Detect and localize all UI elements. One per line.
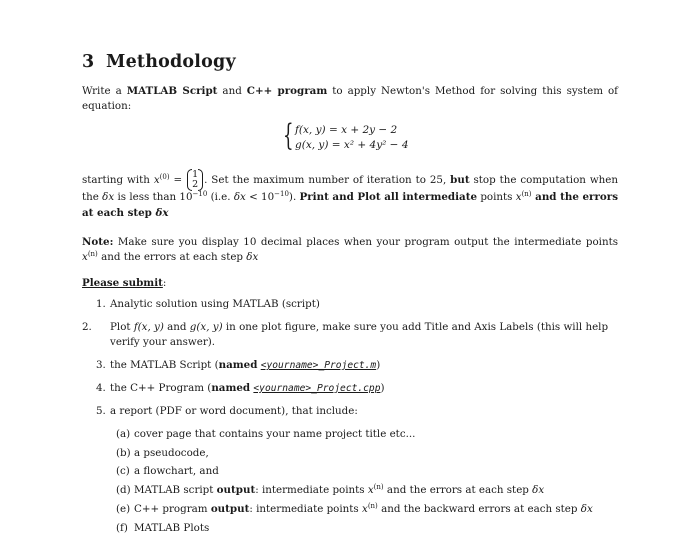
equation-system xyxy=(283,118,409,153)
list-item: 5. a report (PDF or word document), that include: xyxy=(96,405,358,417)
left-brace: { xyxy=(283,118,294,153)
list-item: 2. Plot f(x, y) and g(x, y) in one plot figure, make sure you add Title and Axis Labels (this will help verify your answer). xyxy=(82,321,609,348)
list-item: 3. the MATLAB Script (named <yourname>_Project.m) xyxy=(96,359,381,371)
intro-paragraph: Write a MATLAB Script and C++ program to apply Newton's Method for solving this system of equation: xyxy=(82,85,618,112)
cpp-filename: <yourname>_Project.cpp xyxy=(253,383,381,394)
equation-f: f(x, y) = x + 2y − 2 xyxy=(295,124,398,136)
sub-list-item: (b) a pseudocode, xyxy=(116,447,209,459)
submit-heading: Please submit: xyxy=(82,277,167,289)
list-item: 1. Analytic solution using MATLAB (script) xyxy=(96,298,320,310)
section-heading xyxy=(82,52,236,72)
sub-list-item: (f) MATLAB Plots xyxy=(116,522,210,534)
equation-g: g(x, y) = x² + 4y² − 4 xyxy=(295,139,409,151)
section-title: Methodology xyxy=(106,52,236,72)
section-number: 3 xyxy=(82,52,95,72)
cpp-program-emphasis: C++ program xyxy=(246,85,328,97)
starting-paragraph: starting with $x^{(0)}$ = 1 2 . Set the maximum number of iteration to 25, but stop the computation when the δx is less than $10^{-10}$ (i.e. $\delta x < 10^{-10}$). Print and Plot all intermediate points $x^{(n)}$ and the errors at each step δx xyxy=(82,169,618,219)
matlab-script-emphasis: MATLAB Script xyxy=(126,85,218,97)
note-paragraph: Note: Make sure you display 10 decimal places when your program output the intermediate points $x^{(n)}$ and the errors at each step δx xyxy=(82,236,618,263)
initial-vector: 1 2 xyxy=(187,170,203,190)
sub-list-item: (d) MATLAB script output: intermediate points $x^{(n)}$ and the errors at each step δx xyxy=(116,483,545,496)
list-item: 4. the C++ Program (named <yourname>_Project.cpp) xyxy=(96,382,385,394)
sub-list-item: (c) a flowchart, and xyxy=(116,465,219,477)
sub-list-item: (e) C++ program output: intermediate points $x^{(n)}$ and the backward errors at each step δx xyxy=(116,502,593,515)
matlab-filename: <yourname>_Project.m xyxy=(260,360,377,371)
sub-list-item: (a) cover page that contains your name project title etc... xyxy=(116,428,416,440)
note-label: Note: xyxy=(82,236,114,248)
